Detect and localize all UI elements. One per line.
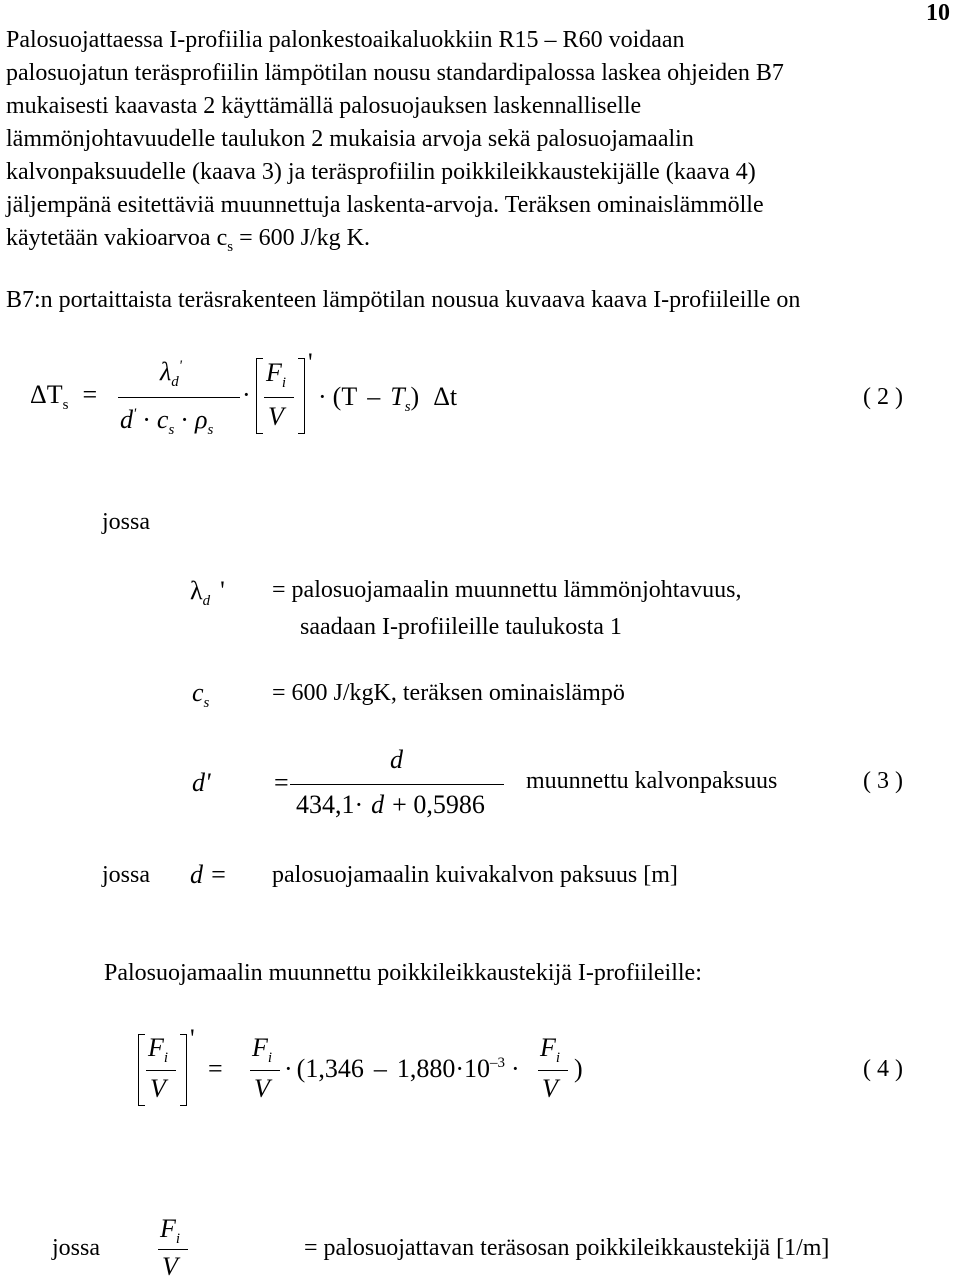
eq4-inner-bar	[538, 1070, 568, 1071]
jossa-fi-desc: = palosuojattavan teräsosan poikkileikkaustekijä [1/m]	[304, 1235, 830, 1261]
eq2-bracket-left	[256, 358, 263, 434]
eq3-numerator: d	[390, 745, 403, 774]
eq2-number: ( 2 )	[863, 384, 903, 410]
def-lambda-desc-2: saadaan I-profiileille taulukosta 1	[300, 614, 622, 640]
intro-line: kalvonpaksuudelle (kaava 3) ja teräsprofiilin poikkileikkaustekijälle (kaava 4)	[6, 159, 756, 185]
eq2-Fi: $F_i$	[266, 358, 287, 391]
intro-paragraph	[6, 24, 946, 258]
intro-line-last: käytetään vakioarvoa $c_s = 600$ J/kg K.	[6, 225, 370, 255]
eq2-V: V	[268, 402, 284, 431]
jossa-V: V	[162, 1252, 178, 1281]
eq2-dot: ·	[242, 380, 251, 409]
jossa-d-symbol: d =	[190, 860, 228, 889]
def-lambda-symbol: $\lambda_d$ '	[190, 576, 225, 609]
eq2-fi-bar	[264, 397, 294, 398]
eq4-inner-Fi: $F_i$	[540, 1033, 561, 1066]
page-number: 10	[926, 0, 950, 26]
intro-line: mukaisesti kaavasta 2 käyttämällä palosuojauksen laskennalliselle	[6, 93, 642, 119]
eq4-lhs-V: V	[150, 1074, 166, 1103]
b7-sentence: B7:n portaittaista teräsrakenteen lämpötilan nousua kuvaava kaava I-profiileille on	[6, 287, 801, 313]
jossa-Fi: $F_i$	[160, 1214, 181, 1247]
jossa-d-desc: palosuojamaalin kuivakalvon paksuus [m]	[272, 862, 678, 888]
eq2-bracket-right	[298, 358, 305, 434]
eq4-inner-V: V	[542, 1074, 558, 1103]
eq3-fraction-bar	[290, 784, 504, 785]
eq3-equals: =	[274, 768, 289, 797]
eq4-lhs-bar	[146, 1070, 176, 1071]
eq4-number: ( 4 )	[863, 1056, 903, 1082]
def-cs-symbol: $c_s$	[192, 678, 210, 711]
eq4-bracket-right	[180, 1034, 187, 1106]
eq4-lhs-Fi: $F_i$	[148, 1033, 169, 1066]
eq4-prime: '	[190, 1024, 195, 1053]
intro-line: lämmönjohtavuudelle taulukon 2 mukaisia arvoja sekä palosuojamaalin	[6, 126, 694, 152]
eq2-fraction-bar	[118, 397, 240, 398]
eq4-rhs-Fi: $F_i$	[252, 1033, 273, 1066]
eq2-lhs: $\Delta T_s$ =	[30, 380, 98, 413]
def-cs-desc: = 600 J/kgK, teräksen ominaislämpö	[272, 680, 625, 706]
eq4-equals: =	[208, 1054, 223, 1083]
eq2-paren-term: · $(T - T_s)$ Δt	[318, 382, 458, 415]
eq4-rhs-bar	[250, 1070, 280, 1071]
eq2-bracket-prime: '	[308, 348, 313, 377]
jossa-label-3: jossa	[52, 1235, 100, 1261]
eq4-paren-term: · ($1,346 - 1,880\cdot 10^{-3}$ ·	[284, 1054, 520, 1083]
eq3-desc: muunnettu kalvonpaksuus	[526, 768, 778, 794]
eq3-denominator: 434,1· d + 0,5986	[296, 790, 485, 819]
intro-line: jäljempänä esitettäviä muunnettuja laskenta-arvoja. Teräksen ominaislämmölle	[6, 192, 764, 218]
eq4-title: Palosuojamaalin muunnettu poikkileikkaustekijä I-profiileille:	[104, 960, 702, 986]
eq2-lambda: $\lambda_d'$	[160, 357, 182, 390]
jossa-label-2: jossa	[102, 862, 150, 888]
intro-line: palosuojatun teräsprofiilin lämpötilan nousu standardipalossa laskea ohjeiden B7	[6, 60, 784, 86]
eq3-lhs: d'	[192, 768, 211, 797]
eq4-close: )	[574, 1054, 583, 1083]
eq3-number: ( 3 )	[863, 768, 903, 794]
jossa-label: jossa	[102, 509, 150, 535]
def-lambda-desc: = palosuojamaalin muunnettu lämmönjohtavuus,	[272, 577, 742, 603]
intro-line: Palosuojattaessa I-profiilia palonkestoaikaluokkiin R15 – R60 voidaan	[6, 27, 685, 53]
jossa-fi-bar	[158, 1249, 188, 1250]
eq2-denominator: $d' \cdot c_s \cdot \rho_s$	[120, 405, 214, 438]
eq4-rhs-V: V	[254, 1074, 270, 1103]
eq4-bracket-left	[138, 1034, 145, 1106]
